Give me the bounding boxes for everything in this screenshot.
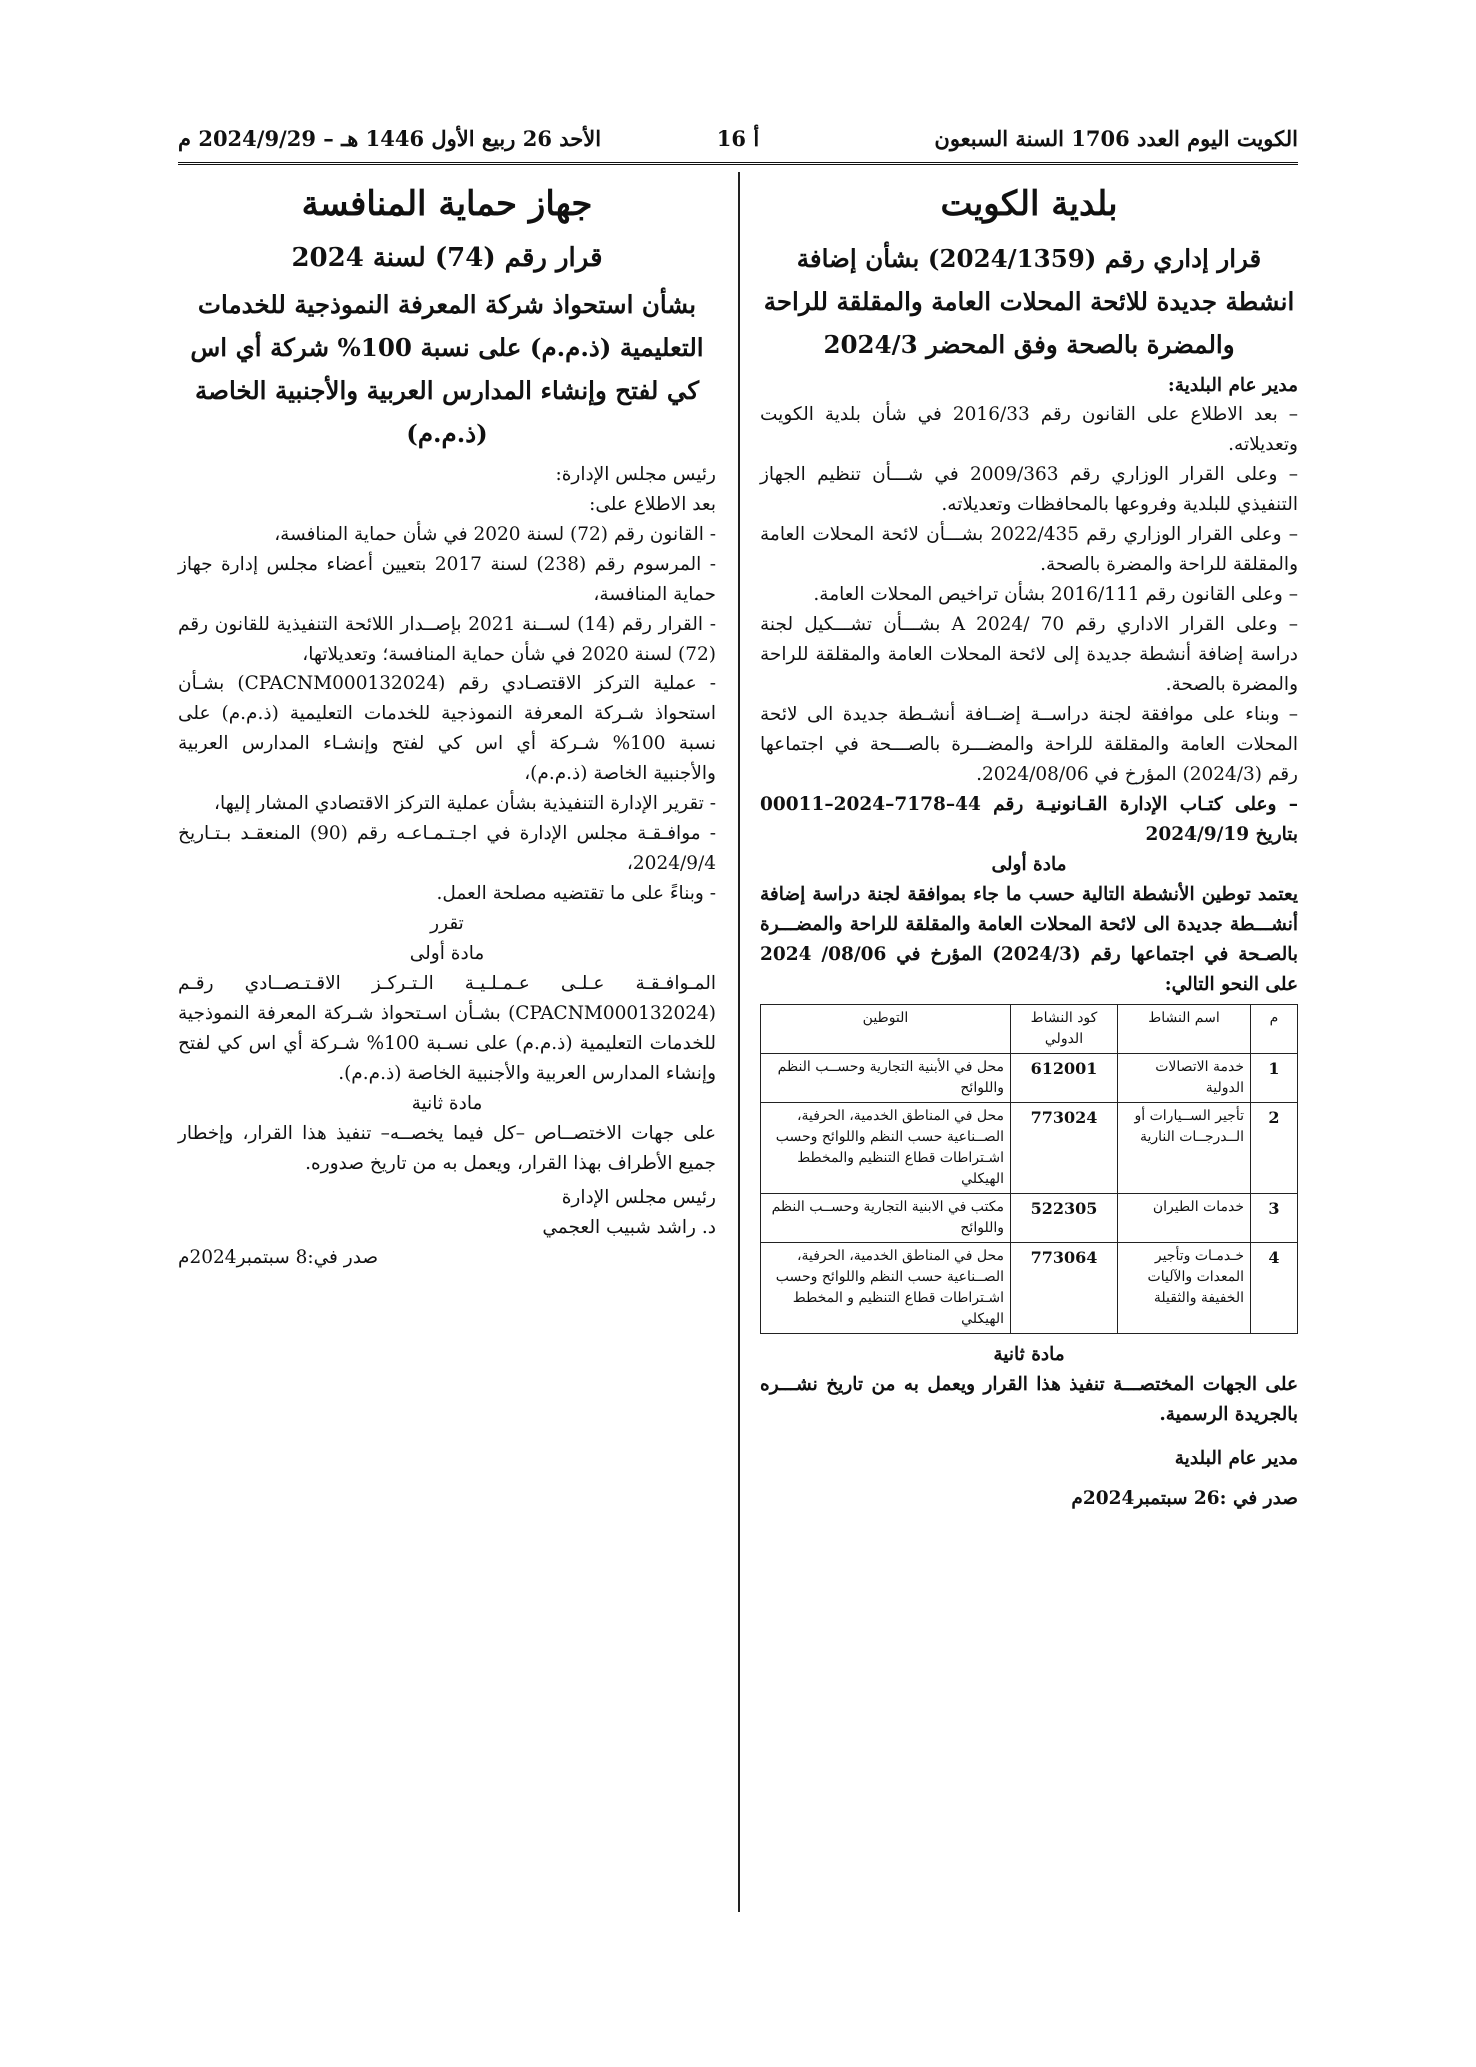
row-number: 2 (1251, 1102, 1298, 1193)
activity-name: خدمات الطيران (1118, 1193, 1251, 1242)
table-header-cell: كود النشاط الدولي (1011, 1004, 1118, 1053)
activity-name: خدمة الاتصالات الدولية (1118, 1053, 1251, 1102)
signature-title: مدير عام البلدية (1174, 1447, 1298, 1469)
decides-heading: تقرر (430, 913, 464, 935)
page-header (178, 118, 1298, 158)
table-row (761, 1102, 1298, 1193)
table-row (761, 1053, 1298, 1102)
activities-table (760, 1004, 1298, 1334)
signature-title: رئيس مجلس الإدارة (561, 1186, 716, 1208)
preamble-line: – وعلى القرار الوزاري رقم 2009/363 في شـــأن تنظيم الجهاز التنفيذي للبلدية وفروعها بالمحافظات وتعديلاته. (760, 464, 1298, 516)
competition-agency-title: جهاز حماية المنافسة (301, 184, 593, 224)
activity-localization: محل في الأبنية التجارية وحســب النظم واللوائح (761, 1053, 1011, 1102)
row-number: 3 (1251, 1193, 1298, 1242)
competition-decision-subject: بشأن استحواذ شركة المعرفة النموذجية للخدمات التعليمية (ذ.م.م) على نسبة 100% شركة أي اس كي لفتح وإنشاء المدارس العربية والأجنبية الخاصة (ذ.م.م) (190, 290, 704, 448)
activity-localization: محل في المناطق الخدمية، الحرفية، الصــناعية حسب النظم واللوائح وحسب اشـتراطات قطاع التنظيم والمخطط الهيكلي (761, 1102, 1011, 1193)
preamble-line: - تقرير الإدارة التنفيذية بشأن عملية التركز الاقتصادي المشار إليها، (214, 793, 716, 815)
article-text: على جهات الاختصــاص –كل فيما يخصــه– تنفيذ هذا القرار، وإخطار جميع الأطراف بهذا القرار، ويعمل به من تاريخ صدوره. (178, 1123, 716, 1174)
activity-code: 612001 (1011, 1053, 1118, 1102)
table-row (761, 1193, 1298, 1242)
table-header-cell: التوطين (761, 1004, 1011, 1053)
preamble-line: – وعلى القرار الوزاري رقم 2022/435 بشـــأن لائحة المحلات العامة والمقلقة للراحة والمضرة بالصحة. (760, 524, 1298, 576)
activity-localization: محل في المناطق الخدمية، الحرفية، الصــناعية حسب النظم واللوائح وحسب اشـتراطات قطاع التنظيم و المخطط الهيكلي (761, 1242, 1011, 1333)
article-heading: مادة أولى (991, 854, 1067, 876)
preamble-line: مدير عام البلدية: (1167, 374, 1298, 396)
preamble-line: - القانون رقم (72) لسنة 2020 في شأن حماية المنافسة، (274, 523, 716, 545)
competition-decision-number: قرار رقم (74) لسنة 2024 (291, 242, 603, 273)
header-date: الأحد 26 ربيع الأول 1446 هـ – 2024/9/29 م (178, 125, 602, 151)
activity-code: 773024 (1011, 1102, 1118, 1193)
preamble-line: – وعلى القانون رقم 2016/111 بشأن تراخيص المحلات العامة. (813, 584, 1298, 606)
signature-name: د. راشد شبيب العجمي (542, 1216, 716, 1238)
municipality-decision-subject: قرار إداري رقم (2024/1359) بشأن إضافة انشطة جديدة للائحة المحلات العامة والمقلقة للراحة والمضرة بالصحة وفق المحضر 2024/3 (763, 243, 1295, 359)
table-row (761, 1242, 1298, 1333)
table-header-row (761, 1004, 1298, 1053)
table-header-cell: اسم النشاط (1118, 1004, 1251, 1053)
activity-name: خـدمـات وتأجير المعدات والآليات الخفيفة والثقيلة (1118, 1242, 1251, 1333)
article-text: على الجهات المختصـــة تنفيذ هذا القرار ويعمل به من تاريخ نشـــره بالجريدة الرسمية. (760, 1373, 1298, 1425)
row-number: 1 (1251, 1053, 1298, 1102)
municipality-preamble (760, 371, 1298, 851)
municipality-decision-column (760, 178, 1298, 1514)
article-text: يعتمد توطين الأنشطة التالية حسب ما جاء بموافقة لجنة دراسة إضافة أنشـــطة جديدة الى لائحة المحلات العامة والمقلقة للراحة والمضـــرة بالصـحة في اجتماعها رقم (2024/3) المؤرخ في 08/06/ 2024 على النحو التالي: (760, 883, 1299, 995)
header-issue-info: الكويت اليوم العدد 1706 السنة السبعون (934, 125, 1298, 151)
header-rule (178, 162, 1298, 165)
table-header-cell: م (1251, 1004, 1298, 1053)
activity-name: تأجير الســيارات أو الــدرجــات النارية (1118, 1102, 1251, 1193)
preamble-line: – وبناء على موافقة لجنة دراســة إضــافة أنشـطة جديدة الى لائحة المحلات العامة والمقلقة للراحة والمضـــرة بالصـــحة في اجتماعها رقم (2024/3) المؤرخ في 2024/08/06. (760, 704, 1298, 786)
article-text: المـوافـقـة عـلـى عـمـلـيـة الـتـركـز الاقـتـصــادي رقـم (CPACNM000132024) بشـأن اسـتحواذ شـركة المعرفة النموذجية للخدمات التعليمية (ذ.م.م) على نسـبة 100% شـركة أي اس كي لفتح وإنشاء المدارس العربية والأجنبية الخاصة (ذ.م.م). (178, 973, 716, 1085)
activity-localization: مكتب في الابنية التجارية وحســب النظم واللوائح (761, 1193, 1011, 1242)
preamble-line: – وعلى القرار الاداري رقم 70 /A 2024 بشـــأن تشـــكيل لجنة دراسة إضافة أنشطة جديدة إلى لائحة المحلات العامة والمقلقة للراحة والمضرة بالصحة. (760, 614, 1298, 696)
municipality-title: بلدية الكويت (940, 184, 1118, 224)
header-page-number: أ 16 (716, 125, 760, 151)
issue-date: صدر في :26 سبتمبر2024م (1071, 1487, 1298, 1509)
preamble-line: رئيس مجلس الإدارة: (555, 463, 716, 485)
activity-code: 773064 (1011, 1242, 1118, 1333)
issue-date: صدر في:8 سبتمبر2024م (178, 1246, 379, 1268)
article-heading: مادة أولى (409, 943, 485, 965)
article-heading: مادة ثانية (411, 1093, 483, 1115)
preamble-line: - وبناءً على ما تقتضيه مصلحة العمل. (436, 883, 716, 905)
preamble-line: - المرسوم رقم (238) لسنة 2017 بتعيين أعضاء مجلس إدارة جهاز حماية المنافسة، (178, 553, 716, 605)
column-divider (738, 172, 740, 1912)
preamble-line: – وعلى كتـاب الإدارة القـانونيـة رقم 44–7178–2024–00011 بتاريخ 2024/9/19 (760, 794, 1298, 846)
row-number: 4 (1251, 1242, 1298, 1333)
activity-code: 522305 (1011, 1193, 1118, 1242)
preamble-line: بعد الاطلاع على: (589, 493, 716, 515)
preamble-line: – بعد الاطلاع على القانون رقم 2016/33 في شأن بلدية الكويت وتعديلاته. (760, 404, 1298, 456)
competition-preamble (178, 460, 716, 910)
article-heading: مادة ثانية (993, 1343, 1065, 1365)
competition-decision-column (178, 178, 716, 1273)
preamble-line: - موافـقـة مجلس الإدارة في اجـتـمـاعـه رقم (90) المنعقـد بـتـاريخ 2024/9/4، (178, 823, 716, 875)
preamble-line: - عملية التركز الاقتصـادي رقم (CPACNM000132024) بشـأن استحواذ شـركة المعرفة النموذجية للخدمات التعليمية (ذ.م.م) على نسبة 100% شـركة أي اس كي لفتح وإنشـاء المدارس العربية والأجنبية الخاصة (ذ.م.م)، (178, 673, 716, 785)
preamble-line: - القرار رقم (14) لســنة 2021 بإصــدار اللائحة التنفيذية للقانون رقم (72) لسنة 2020 في شأن حماية المنافسة؛ وتعديلاتها، (178, 613, 716, 665)
